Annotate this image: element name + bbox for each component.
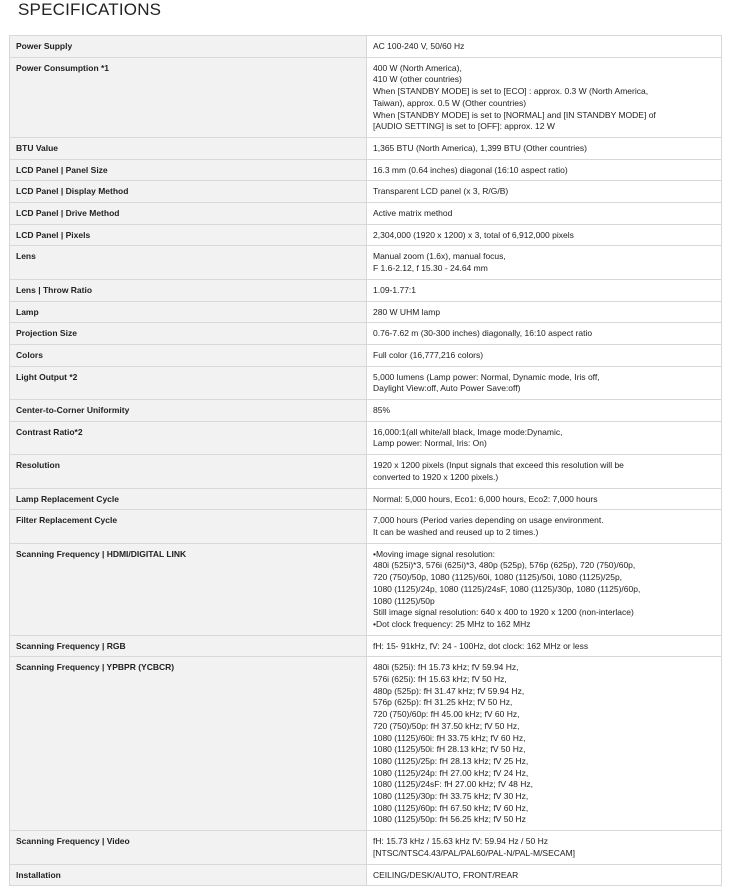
spec-value <box>367 366 722 399</box>
spec-label: Installation <box>10 864 367 886</box>
spec-value-line: 7,000 hours (Period varies depending on usage environment. <box>373 515 604 526</box>
table-row <box>10 455 722 488</box>
spec-label: LCD Panel | Pixels <box>10 224 367 246</box>
spec-label: LCD Panel | Drive Method <box>10 203 367 225</box>
spec-label: LCD Panel | Panel Size <box>10 159 367 181</box>
spec-value <box>367 455 722 488</box>
spec-value-line: fH: 15- 91kHz, fV: 24 - 100Hz, dot clock: 162 MHz or less <box>373 640 589 651</box>
spec-value-line: 16,000:1(all white/all black, Image mode:Dynamic, <box>373 426 563 437</box>
spec-value-line: fH: 15.73 kHz / 15.63 kHz fV: 59.94 Hz / 50 Hz <box>373 836 548 847</box>
specifications-table-body <box>10 36 722 886</box>
spec-value <box>367 137 722 159</box>
spec-value-line: Still image signal resolution: 640 x 400 to 1920 x 1200 (non-interlace) <box>373 607 634 618</box>
spec-value-line: F 1.6-2.12, f 15.30 - 24.64 mm <box>373 263 488 274</box>
spec-value <box>367 488 722 510</box>
spec-label: Scanning Frequency | YPBPR (YCBCR) <box>10 657 367 831</box>
spec-value-line: 1080 (1125)/50p: fH 56.25 kHz; fV 50 Hz <box>373 814 526 825</box>
spec-value-line: 2,304,000 (1920 x 1200) x 3, total of 6,912,000 pixels <box>373 229 574 240</box>
table-row <box>10 657 722 831</box>
spec-value <box>367 181 722 203</box>
spec-value-line: When [STANDBY MODE] is set to [NORMAL] and [IN STANDBY MODE] of <box>373 109 656 120</box>
spec-label: Scanning Frequency | RGB <box>10 635 367 657</box>
spec-value <box>367 224 722 246</box>
spec-value-line: 480i (525i)*3, 576i (625i)*3, 480p (525p), 576p (625p), 720 (750)/60p, <box>373 560 636 571</box>
spec-value <box>367 657 722 831</box>
table-row <box>10 831 722 864</box>
spec-label: Power Supply <box>10 36 367 58</box>
spec-value-line: Normal: 5,000 hours, Eco1: 6,000 hours, Eco2: 7,000 hours <box>373 493 598 504</box>
spec-value <box>367 635 722 657</box>
table-row <box>10 301 722 323</box>
spec-value-line: [NTSC/NTSC4.43/PAL/PAL60/PAL-N/PAL-M/SECAM] <box>373 847 576 858</box>
table-row <box>10 246 722 279</box>
spec-label: Scanning Frequency | HDMI/DIGITAL LINK <box>10 543 367 635</box>
table-row <box>10 510 722 543</box>
spec-value <box>367 421 722 454</box>
specifications-table <box>9 35 722 886</box>
spec-value-line: 280 W UHM lamp <box>373 306 441 317</box>
spec-label: Resolution <box>10 455 367 488</box>
spec-value-line: 576i (625i): fH 15.63 kHz; fV 50 Hz, <box>373 674 507 685</box>
spec-value-line: 1080 (1125)/30p: fH 33.75 kHz; fV 30 Hz, <box>373 791 529 802</box>
spec-label: Power Consumption *1 <box>10 57 367 137</box>
spec-value-line: converted to 1920 x 1200 pixels.) <box>373 471 499 482</box>
table-row <box>10 366 722 399</box>
spec-value <box>367 543 722 635</box>
spec-label: LCD Panel | Display Method <box>10 181 367 203</box>
table-row <box>10 344 722 366</box>
spec-label: BTU Value <box>10 137 367 159</box>
spec-value <box>367 831 722 864</box>
spec-label: Colors <box>10 344 367 366</box>
spec-value-line: 1080 (1125)/24p, 1080 (1125)/24sF, 1080 (1125)/30p, 1080 (1125)/60p, <box>373 583 641 594</box>
table-row <box>10 323 722 345</box>
spec-value-line: 1080 (1125)/24sF: fH 27.00 kHz; fV 48 Hz, <box>373 779 534 790</box>
spec-value-line: 16.3 mm (0.64 inches) diagonal (16:10 aspect ratio) <box>373 164 568 175</box>
spec-value-line: 1920 x 1200 pixels (Input signals that exceed this resolution will be <box>373 460 624 471</box>
spec-value <box>367 510 722 543</box>
spec-value-line: 1080 (1125)/60p: fH 67.50 kHz; fV 60 Hz, <box>373 802 529 813</box>
spec-value-line: •Moving image signal resolution: <box>373 548 496 559</box>
spec-value <box>367 864 722 886</box>
spec-value-line: •Dot clock frequency: 25 MHz to 162 MHz <box>373 618 531 629</box>
table-row <box>10 159 722 181</box>
spec-value-line: Lamp power: Normal, Iris: On) <box>373 438 487 449</box>
table-row <box>10 224 722 246</box>
spec-label: Contrast Ratio*2 <box>10 421 367 454</box>
spec-value-line: 0.76-7.62 m (30-300 inches) diagonally, 16:10 aspect ratio <box>373 328 593 339</box>
spec-value <box>367 301 722 323</box>
spec-value-line: Daylight View:off, Auto Power Save:off) <box>373 383 521 394</box>
spec-value-line: 1080 (1125)/50i: fH 28.13 kHz; fV 50 Hz, <box>373 744 526 755</box>
spec-value <box>367 279 722 301</box>
spec-value-line: CEILING/DESK/AUTO, FRONT/REAR <box>373 869 519 880</box>
spec-value-line: 5,000 lumens (Lamp power: Normal, Dynamic mode, Iris off, <box>373 371 600 382</box>
table-row <box>10 203 722 225</box>
table-row <box>10 181 722 203</box>
spec-value-line: 720 (750)/50p, 1080 (1125)/60i, 1080 (1125)/50i, 1080 (1125)/25p, <box>373 572 623 583</box>
spec-value-line: It can be washed and reused up to 2 times.) <box>373 526 539 537</box>
spec-value-line: 410 W (other countries) <box>373 74 462 85</box>
spec-value <box>367 159 722 181</box>
table-row <box>10 635 722 657</box>
spec-value-line: [AUDIO SETTING] is set to [OFF]: approx. 12 W <box>373 121 555 132</box>
spec-value <box>367 323 722 345</box>
spec-value-line: AC 100-240 V, 50/60 Hz <box>373 41 465 51</box>
spec-value-line: Full color (16,777,216 colors) <box>373 349 484 360</box>
spec-value-line: 720 (750)/60p: fH 45.00 kHz; fV 60 Hz, <box>373 709 520 720</box>
spec-label: Scanning Frequency | Video <box>10 831 367 864</box>
spec-value-line: 720 (750)/50p: fH 37.50 kHz; fV 50 Hz, <box>373 720 520 731</box>
table-row <box>10 488 722 510</box>
spec-label: Projection Size <box>10 323 367 345</box>
spec-label: Filter Replacement Cycle <box>10 510 367 543</box>
spec-value-line: 1080 (1125)/24p: fH 27.00 kHz; fV 24 Hz, <box>373 767 529 778</box>
spec-value-line: 1080 (1125)/50p <box>373 595 435 606</box>
table-row <box>10 279 722 301</box>
spec-label: Lamp <box>10 301 367 323</box>
spec-value <box>367 246 722 279</box>
spec-value-line: Taiwan), approx. 0.5 W (Other countries) <box>373 97 527 108</box>
table-row <box>10 36 722 58</box>
spec-value <box>367 57 722 137</box>
spec-label: Lens | Throw Ratio <box>10 279 367 301</box>
table-row <box>10 400 722 422</box>
table-row <box>10 57 722 137</box>
spec-value-line: 1080 (1125)/25p: fH 28.13 kHz; fV 25 Hz, <box>373 755 529 766</box>
spec-value-line: 480i (525i): fH 15.73 kHz; fV 59.94 Hz, <box>373 662 519 673</box>
spec-label: Center-to-Corner Uniformity <box>10 400 367 422</box>
spec-value-line: 480p (525p): fH 31.47 kHz; fV 59.94 Hz, <box>373 685 525 696</box>
table-row <box>10 864 722 886</box>
spec-value <box>367 400 722 422</box>
spec-value-line: When [STANDBY MODE] is set to [ECO] : approx. 0.3 W (North America, <box>373 86 649 97</box>
table-row <box>10 137 722 159</box>
spec-value <box>367 203 722 225</box>
spec-value <box>367 36 722 58</box>
spec-label: Lens <box>10 246 367 279</box>
spec-value-line: 400 W (North America), <box>373 62 462 73</box>
spec-value <box>367 344 722 366</box>
spec-value-line: 85% <box>373 405 391 416</box>
spec-label: Lamp Replacement Cycle <box>10 488 367 510</box>
spec-value-line: Manual zoom (1.6x), manual focus, <box>373 251 506 262</box>
spec-label: Light Output *2 <box>10 366 367 399</box>
spec-value-line: 1.09-1.77:1 <box>373 284 417 295</box>
spec-value-line: 576p (625p): fH 31.25 kHz; fV 50 Hz, <box>373 697 513 708</box>
spec-value-line: 1,365 BTU (North America), 1,399 BTU (Other countries) <box>373 142 587 153</box>
table-row <box>10 421 722 454</box>
spec-value-line: 1080 (1125)/60i: fH 33.75 kHz; fV 60 Hz, <box>373 732 526 743</box>
spec-value-line: Transparent LCD panel (x 3, R/G/B) <box>373 186 509 197</box>
table-row <box>10 543 722 635</box>
page-title: SPECIFICATIONS <box>18 0 162 19</box>
spec-value-line: Active matrix method <box>373 208 453 219</box>
